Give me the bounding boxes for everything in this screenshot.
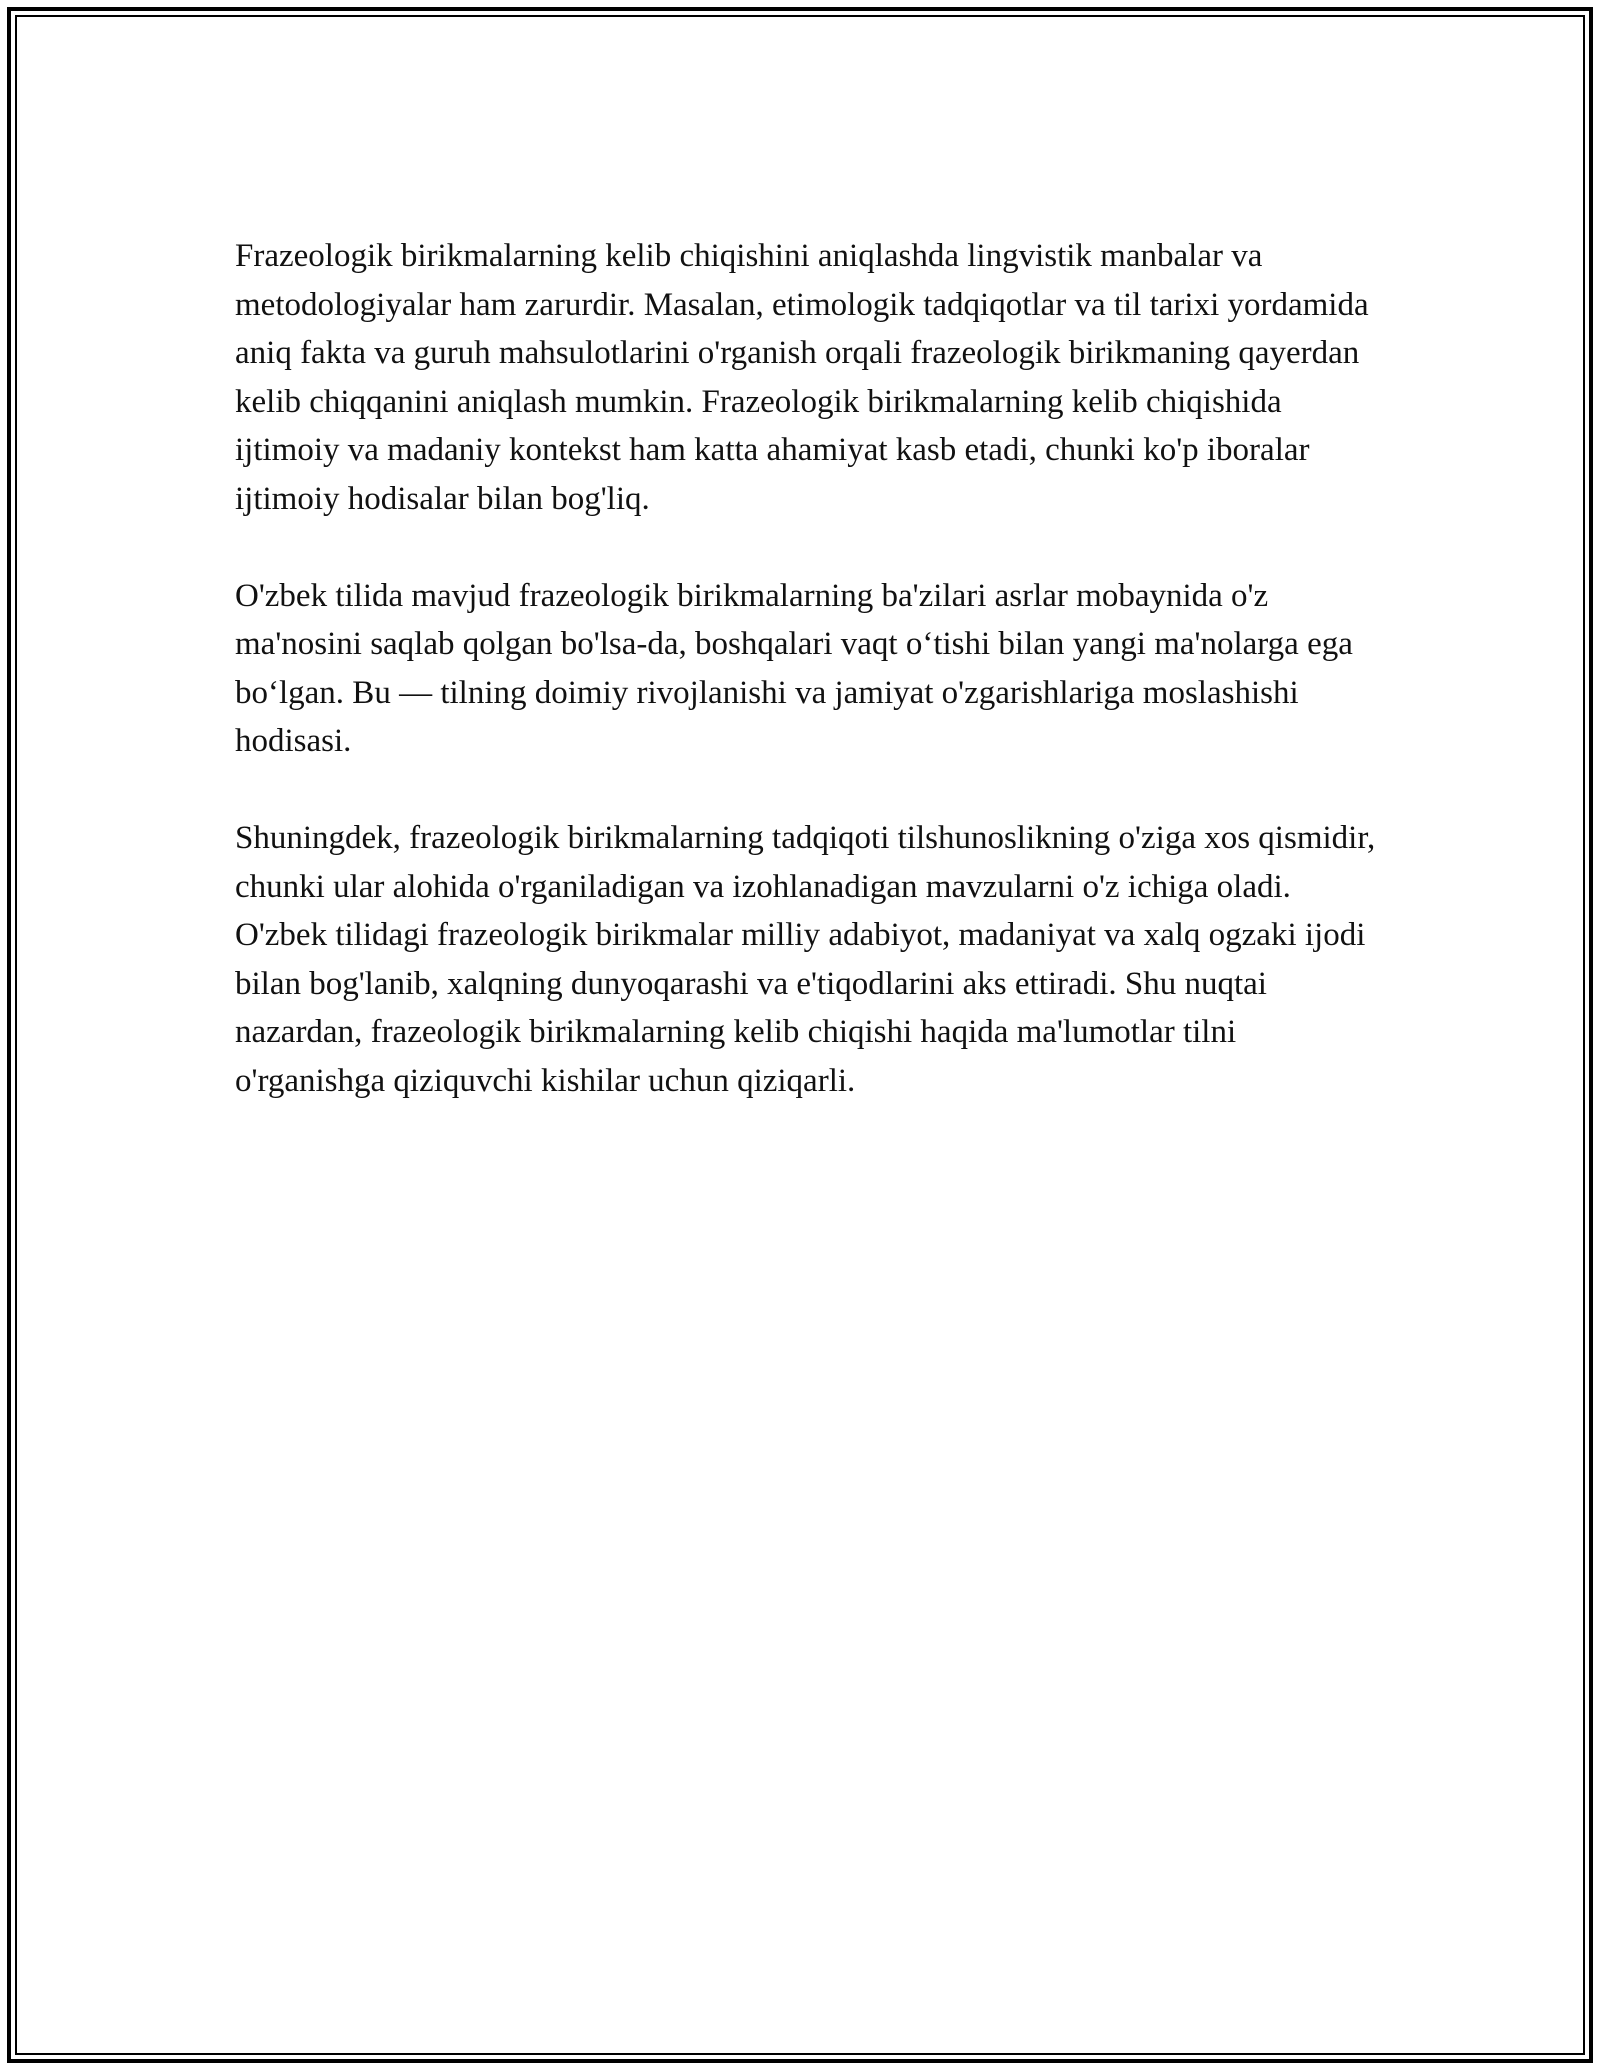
paragraph-2: O'zbek tilida mavjud frazeologik birikmalarning ba'zilari asrlar mobaynida o'z ma'nosini saqlab qolgan bo'lsa-da, boshqalari vaqt o‘tishi bilan yangi ma'nolarga ega bo‘lgan. Bu — tilning doimiy rivojlanishi va jamiyat o'zgarishlariga moslashishi hodisasi. bbox=[235, 577, 1353, 759]
document-body bbox=[235, 232, 1390, 1105]
paragraph-1: Frazeologik birikmalarning kelib chiqishini aniqlashda lingvistik manbalar va metodologiyalar ham zarurdir. Masalan, etimologik tadqiqotlar va til tarixi yordamida aniq fakta va guruh mahsulotlarini o'rganish orqali frazeologik birikmaning qayerdan kelib chiqqanini aniqlash mumkin. Frazeologik birikmalarning kelib chiqishida ijtimoiy va madaniy kontekst ham katta ahamiyat kasb etadi, chunki ko'p iboralar ijtimoiy hodisalar bilan bog'liq. bbox=[235, 238, 1369, 517]
paragraph-3: Shuningdek, frazeologik birikmalarning tadqiqoti tilshunoslikning o'ziga xos qismidir, chunki ular alohida o'rganiladigan va izohlanadigan mavzularni o'z ichiga oladi. O'zbek tilidagi frazeologik birikmalar milliy adabiyot, madaniyat va xalq ogzaki ijodi bilan bog'lanib, xalqning dunyoqarashi va e'tiqodlarini aks ettiradi. Shu nuqtai nazardan, frazeologik birikmalarning kelib chiqishi haqida ma'lumotlar tilni o'rganishga qiziquvchi kishilar uchun qiziqarli. bbox=[235, 820, 1376, 1099]
